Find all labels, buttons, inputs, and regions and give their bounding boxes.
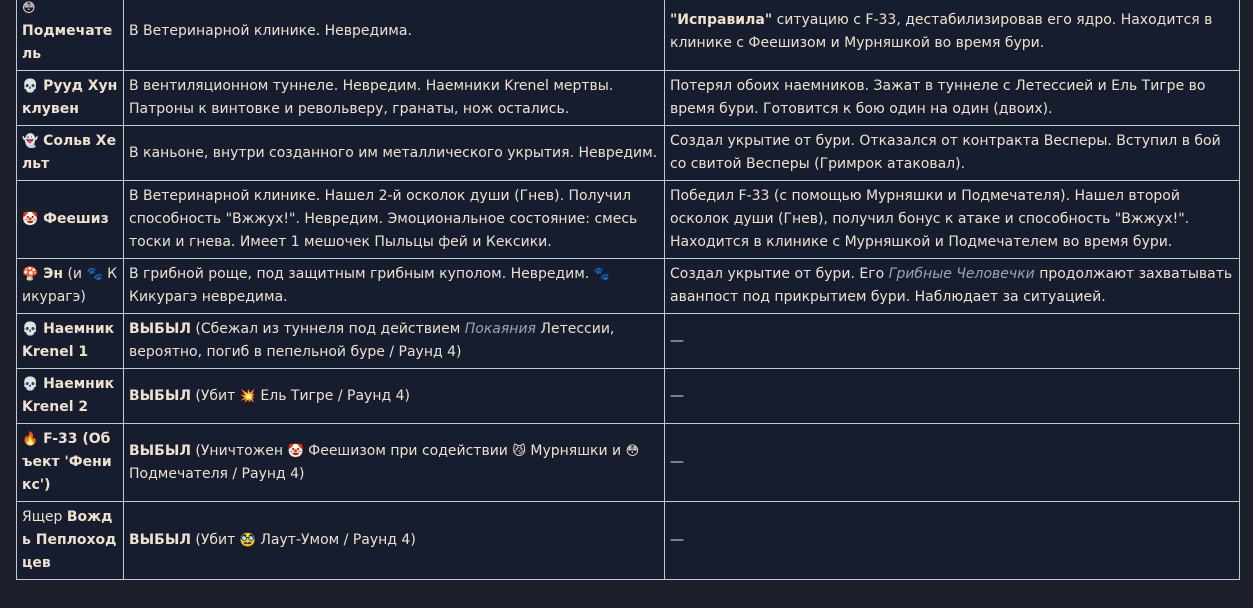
status-text-2: Ель Тигре / Раунд 4) bbox=[255, 387, 410, 404]
eliminated-label: ВЫБЫЛ bbox=[129, 442, 191, 459]
table-row bbox=[17, 502, 1240, 580]
status-cell bbox=[124, 71, 665, 126]
status-cell bbox=[124, 126, 665, 181]
status-cell bbox=[124, 424, 665, 502]
notes-text: Победил F-33 (с помощью Мурняшки и Подмечателя). Нашел второй осколок души (Гнев), получил бонус к атаке и способность "Вжжух!". Находится в клинике с Мурняшкой и Подмечателем во время бури. bbox=[670, 188, 1190, 250]
status-text: (Убит bbox=[190, 532, 240, 548]
disguise-face-icon: 🥸 bbox=[239, 533, 256, 548]
status-cell bbox=[124, 369, 665, 424]
skull-icon: 💀 bbox=[22, 79, 39, 94]
flushed-face-icon: 😳 bbox=[625, 443, 640, 459]
name-cell bbox=[17, 0, 124, 71]
name-cell bbox=[17, 259, 124, 314]
character-name: Вождь Пеплоходцев bbox=[22, 509, 117, 571]
notes-cell bbox=[665, 181, 1240, 259]
status-table-container bbox=[16, 0, 1239, 580]
character-name: Наемник Krenel 2 bbox=[22, 376, 115, 415]
clown-icon: 🤡 bbox=[287, 443, 304, 459]
cat-icon: 😼 bbox=[512, 443, 526, 459]
table-row bbox=[17, 424, 1240, 502]
name-cell bbox=[17, 126, 124, 181]
name-cell bbox=[17, 502, 124, 580]
table-row bbox=[17, 126, 1240, 181]
notes-cell bbox=[665, 126, 1240, 181]
notes-text: — bbox=[670, 332, 684, 349]
status-table bbox=[16, 0, 1240, 580]
notes-cell bbox=[665, 314, 1240, 369]
clown-icon: 🤡 bbox=[22, 212, 39, 227]
notes-cell bbox=[665, 369, 1240, 424]
table-row bbox=[17, 369, 1240, 424]
status-text-2: Кикурагэ невредима. bbox=[129, 289, 288, 305]
status-text: В Ветеринарной клинике. Нашел 2-й осколок души (Гнев). Получил способность "Вжжух!". Невредим. Эмоциональное состояние: смесь тоски и гнева. Имеет 1 мешочек Пыльцы фей и Кексики. bbox=[129, 188, 638, 250]
status-cell bbox=[124, 314, 665, 369]
name-cell bbox=[17, 424, 124, 502]
notes-text: — bbox=[670, 454, 684, 470]
status-cell bbox=[124, 259, 665, 314]
notes-text: Создал укрытие от бури. Отказался от контракта Весперы. Вступил в бой со свитой Весперы (Гримрок атаковал). bbox=[670, 133, 1221, 172]
explosion-icon: 💥 bbox=[239, 388, 256, 404]
status-cell bbox=[124, 181, 665, 259]
status-text: (Убит bbox=[190, 387, 240, 404]
table-row bbox=[17, 0, 1240, 71]
notes-text: ситуацию с F-33, дестабилизировав его ядро. Находится в клинике с Феешизом и Мурняшкой во время бури. bbox=[670, 11, 1213, 51]
status-text-2: Лаут-Умом / Раунд 4) bbox=[255, 532, 416, 548]
skull-icon: 💀 bbox=[22, 322, 39, 337]
notes-text: — bbox=[670, 387, 684, 404]
status-text-4: Подмечателя / Раунд 4) bbox=[129, 465, 305, 482]
status-text-3: Мурняшки и bbox=[525, 442, 626, 459]
character-name: Подмечатель bbox=[22, 23, 113, 62]
status-text: В вентиляционном туннеле. Невредим. Наемники Krenel мертвы. Патроны к винтовке и револьверу, гранаты, нож остались. bbox=[129, 78, 614, 117]
notes-highlight: "Исправила" bbox=[670, 11, 773, 28]
character-name: Наемник Krenel 1 bbox=[22, 321, 115, 360]
name-cell bbox=[17, 71, 124, 126]
character-name: Эн bbox=[43, 266, 64, 282]
status-text: В каньоне, внутри созданного им металлического укрытия. Невредим. bbox=[129, 144, 658, 161]
notes-italic: Грибные Человечки bbox=[888, 266, 1035, 282]
status-cell bbox=[124, 502, 665, 580]
notes-cell bbox=[665, 424, 1240, 502]
table-row bbox=[17, 259, 1240, 314]
ghost-icon: 👻 bbox=[22, 134, 39, 149]
notes-cell bbox=[665, 71, 1240, 126]
status-text: В Ветеринарной клинике. Невредима. bbox=[129, 23, 412, 39]
name-cell bbox=[17, 181, 124, 259]
status-text: (Уничтожен bbox=[190, 442, 288, 459]
character-name: F-33 (Объект 'Феникс') bbox=[22, 431, 112, 493]
character-name: Рууд Хунклувен bbox=[22, 78, 118, 117]
status-text: В грибной роще, под защитным грибным куполом. Невредим. bbox=[129, 266, 594, 282]
notes-text-2: продолжают захватывать аванпост под прикрытием бури. Наблюдает за ситуацией. bbox=[670, 266, 1233, 305]
name-cell bbox=[17, 369, 124, 424]
notes-text: Создал укрытие от бури. Его bbox=[670, 266, 889, 282]
table-row bbox=[17, 181, 1240, 259]
status-cell bbox=[124, 0, 665, 71]
paw-icon: 🐾 bbox=[593, 267, 610, 282]
status-italic: Покаяния bbox=[464, 321, 536, 337]
table-row bbox=[17, 71, 1240, 126]
notes-text: Потерял обоих наемников. Зажат в туннеле с Летессией и Ель Тигре во время бури. Готовится к бою один на один (двоих). bbox=[670, 78, 1206, 117]
eliminated-label: ВЫБЫЛ bbox=[129, 387, 191, 404]
character-prefix: Ящер bbox=[22, 509, 67, 525]
character-emoji-icon: 😳 bbox=[22, 1, 36, 16]
eliminated-label: ВЫБЫЛ bbox=[129, 532, 191, 548]
character-name: Сольв Хельт bbox=[22, 133, 117, 172]
name-cell bbox=[17, 314, 124, 369]
paw-icon: 🐾 bbox=[86, 267, 103, 282]
companion-name: Кикурагэ) bbox=[22, 266, 118, 305]
status-text-2: Летессии, вероятно, погиб в пепельной буре / Раунд 4) bbox=[129, 321, 615, 360]
fire-icon: 🔥 bbox=[22, 432, 39, 447]
notes-cell bbox=[665, 259, 1240, 314]
table-row bbox=[17, 314, 1240, 369]
status-text: (Сбежал из туннеля под действием bbox=[190, 321, 465, 337]
character-name-suffix: (и bbox=[63, 266, 87, 282]
eliminated-label: ВЫБЫЛ bbox=[129, 321, 191, 337]
character-name: Феешиз bbox=[43, 211, 109, 227]
notes-cell bbox=[665, 0, 1240, 71]
notes-text: — bbox=[670, 532, 684, 548]
status-text-2: Феешизом при содействии bbox=[303, 442, 513, 459]
notes-cell bbox=[665, 502, 1240, 580]
skull-icon: 💀 bbox=[22, 377, 39, 392]
mushroom-icon: 🍄 bbox=[22, 267, 39, 282]
